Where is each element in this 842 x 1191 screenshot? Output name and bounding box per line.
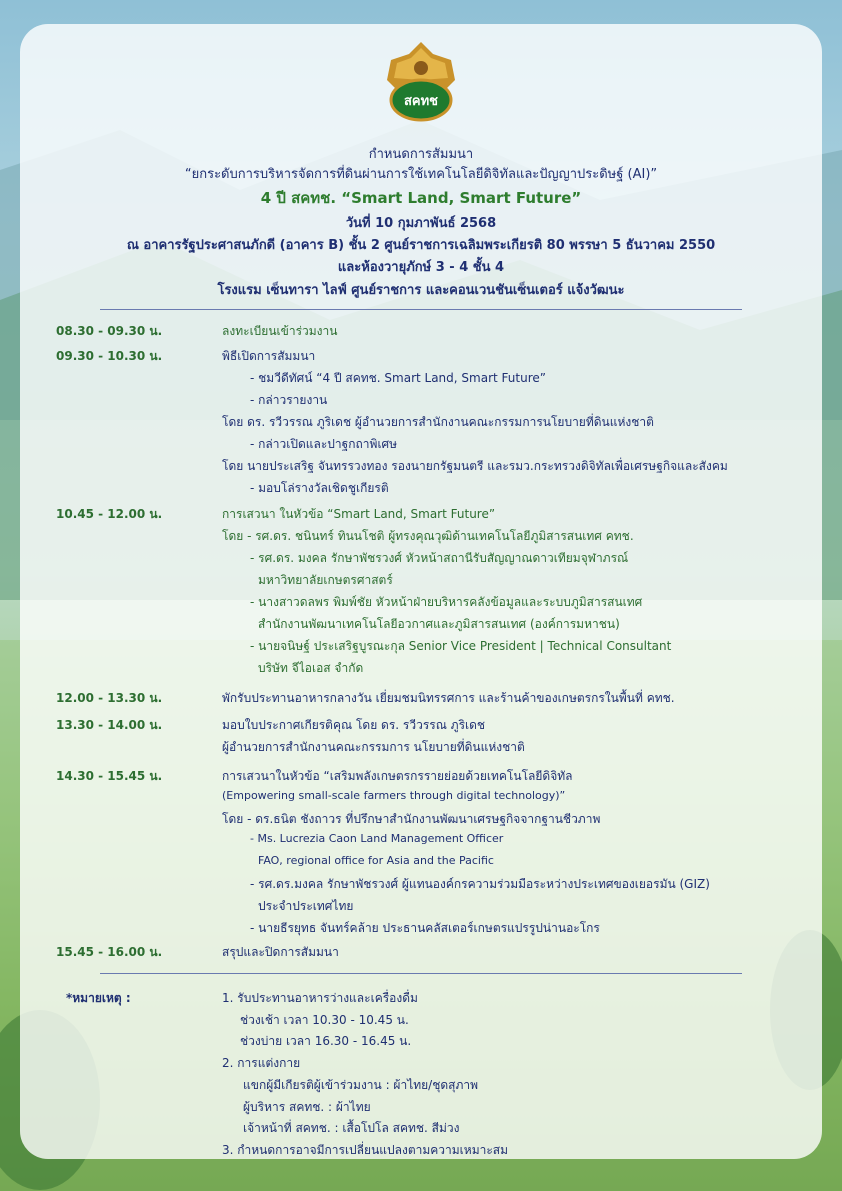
- note-line: 1. รับประทานอาหารว่างและเครื่องดื่ม: [222, 991, 418, 1005]
- schedule-item: มหาวิทยาลัยเกษตรศาสตร์: [258, 573, 393, 587]
- schedule-item: มอบใบประกาศเกียรติคุณ โดย ดร. รวีวรรณ ภูริเดช: [222, 718, 486, 732]
- divider-bottom: [100, 973, 742, 974]
- schedule-item: โดย - ดร.ธนิต ชังถาวร ที่ปรึกษาสำนักงานพัฒนาเศรษฐกิจจากฐานชีวภาพ: [222, 812, 601, 826]
- date-line: วันที่ 10 กุมภาพันธ์ 2568: [345, 216, 497, 231]
- venue-line-2: และห้องวายุภักษ์ 3 - 4 ชั้น 4: [337, 260, 505, 275]
- schedule-item: ประจำประเทศไทย: [258, 899, 354, 913]
- schedule-item: โดย นายประเสริฐ จันทรรวงทอง รองนายกรัฐมนตรี และรมว.กระทรวงดิจิทัลเพื่อเศรษฐกิจและสังคม: [222, 459, 728, 473]
- schedule-time: 10.45 - 12.00 น.: [56, 507, 163, 521]
- schedule-item: - นายจนิษฐ์ ประเสริฐบูรณะกุล Senior Vice President | Technical Consultant: [250, 639, 672, 653]
- schedule-item: พักรับประทานอาหารกลางวัน เยี่ยมชมนิทรรศการ และร้านค้าของเกษตรกรในพื้นที่ คทช.: [222, 691, 675, 705]
- schedule-time: 13.30 - 14.00 น.: [56, 718, 163, 732]
- note-line: ช่วงบ่าย เวลา 16.30 - 16.45 น.: [240, 1034, 412, 1048]
- schedule-item: - นายธีรยุทธ จันทร์คล้าย ประธานคลัสเตอร์เกษตรแปรรูปน่านอะโกร: [250, 921, 600, 935]
- note-line: 3. กำหนดการอาจมีการเปลี่ยนแปลงตามความเหมาะสม: [222, 1143, 509, 1157]
- schedule-item: การเสวนา ในหัวข้อ “Smart Land, Smart Future”: [222, 507, 496, 521]
- schedule-item: - นางสาวดลพร พิมพ์ชัย หัวหน้าฝ่ายบริหารคลังข้อมูลและระบบภูมิสารสนเทศ: [250, 595, 643, 609]
- schedule-item: - รศ.ดร.มงคล รักษาพัชรวงศ์ ผู้แทนองค์กรความร่วมมือระหว่างประเทศของเยอรมัน (GIZ): [250, 877, 710, 891]
- okmd-crest-icon: [381, 40, 461, 122]
- schedule-item: พิธีเปิดการสัมมนา: [222, 349, 316, 363]
- schedule-item: - ชมวีดีทัศน์ “4 ปี สคทช. Smart Land, Smart Future”: [250, 371, 546, 385]
- notes-label: *หมายเหตุ :: [66, 991, 131, 1005]
- schedule-item: บริษัท จีไอเอส จำกัด: [258, 661, 364, 675]
- schedule-item: ลงทะเบียนเข้าร่วมงาน: [222, 324, 338, 338]
- logo-text: สคทช: [403, 94, 439, 109]
- note-line: 2. การแต่งกาย: [222, 1056, 301, 1070]
- schedule-item: สำนักงานพัฒนาเทคโนโลยีอวกาศและภูมิสารสนเทศ (องค์การมหาชน): [258, 617, 620, 631]
- title-line-2: “ยกระดับการบริหารจัดการที่ดินผ่านการใช้เทคโนโลยีดิจิทัลและปัญญาประดิษฐ์ (AI)”: [184, 167, 658, 182]
- note-line: เจ้าหน้าที่ สคทช. : เสื้อโปโล สคทช. สีม่วง: [243, 1121, 460, 1135]
- schedule-item: - กล่าวเปิดและปาฐกถาพิเศษ: [250, 437, 398, 451]
- schedule-item: โดย ดร. รวีวรรณ ภูริเดช ผู้อำนวยการสำนักงานคณะกรรมการนโยบายที่ดินแห่งชาติ: [222, 415, 654, 429]
- schedule-item: - รศ.ดร. มงคล รักษาพัชรวงศ์ หัวหน้าสถานีรับสัญญาณดาวเทียมจุฬาภรณ์: [250, 551, 629, 565]
- schedule-item: การเสวนาในหัวข้อ “เสริมพลังเกษตรกรรายย่อยด้วยเทคโนโลยีดิจิทัล: [222, 769, 573, 783]
- schedule-item: - มอบโล่รางวัลเชิดชูเกียรติ: [250, 481, 389, 495]
- schedule-time: 15.45 - 16.00 น.: [56, 945, 163, 959]
- schedule-item: โดย - รศ.ดร. ชนินทร์ ทินนโชติ ผู้ทรงคุณวุฒิด้านเทคโนโลยีภูมิสารสนเทศ คทช.: [222, 529, 634, 543]
- schedule-time: 14.30 - 15.45 น.: [56, 769, 163, 783]
- schedule-item: - กล่าวรายงาน: [250, 393, 328, 407]
- schedule-item: (Empowering small-scale farmers through digital technology)”: [222, 789, 566, 802]
- schedule-item: สรุปและปิดการสัมมนา: [222, 945, 339, 959]
- schedule-item: - Ms. Lucrezia Caon Land Management Officer: [250, 832, 504, 845]
- title-line-3: 4 ปี สคทช. “Smart Land, Smart Future”: [260, 189, 582, 207]
- divider-top: [100, 309, 742, 310]
- title-line-1: กำหนดการสัมมนา: [368, 147, 474, 162]
- venue-line-3: โรงแรม เซ็นทารา ไลฟ์ ศูนย์ราชการ และคอนเวนชันเซ็นเตอร์ แจ้งวัฒนะ: [217, 283, 625, 298]
- note-line: แขกผู้มีเกียรติผู้เข้าร่วมงาน : ผ้าไทย/ชุดสุภาพ: [243, 1078, 479, 1092]
- note-line: ผู้บริหาร สคทช. : ผ้าไทย: [243, 1100, 371, 1114]
- schedule-time: 08.30 - 09.30 น.: [56, 324, 163, 338]
- schedule-time: 12.00 - 13.30 น.: [56, 691, 163, 705]
- schedule-item: FAO, regional office for Asia and the Pacific: [258, 854, 494, 867]
- schedule-item: ผู้อำนวยการสำนักงานคณะกรรมการ นโยบายที่ดินแห่งชาติ: [222, 740, 525, 754]
- note-line: ช่วงเช้า เวลา 10.30 - 10.45 น.: [240, 1013, 409, 1027]
- venue-line-1: ณ อาคารรัฐประศาสนภักดี (อาคาร B) ชั้น 2 ศูนย์ราชการเฉลิมพระเกียรติ 80 พรรษา 5 ธันวาคม 2550: [126, 238, 716, 253]
- schedule-time: 09.30 - 10.30 น.: [56, 349, 163, 363]
